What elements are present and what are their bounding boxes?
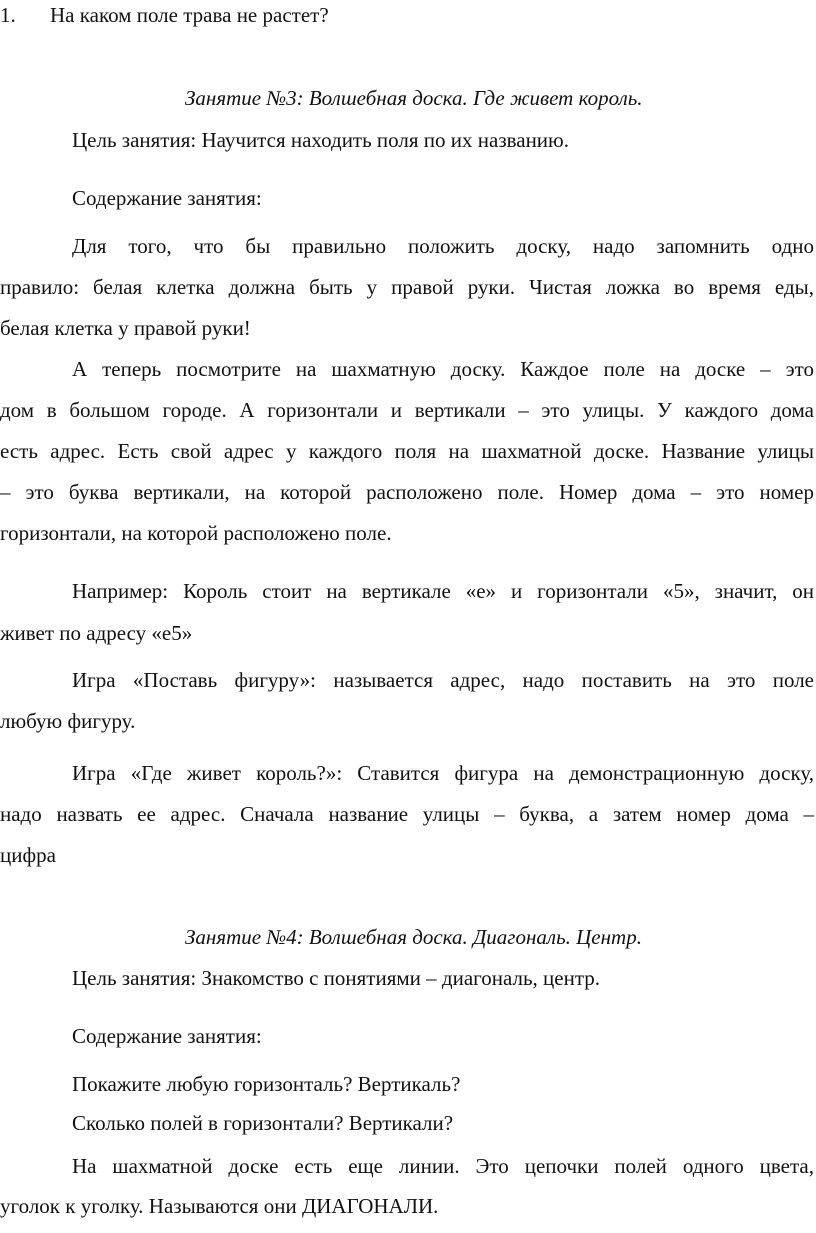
lesson3-p2-line2: дом в большом городе. А горизонтали и вертикали – это улицы. У каждого дома	[0, 398, 814, 422]
list-item-text: На каком поле трава не растет?	[50, 3, 329, 27]
lesson3-content-label: Содержание занятия:	[72, 186, 262, 210]
lesson3-p5-line3: цифра	[0, 843, 56, 867]
lesson3-p3-line1: Например: Король стоит на вертикале «е» и горизонтали «5», значит, он	[72, 579, 814, 603]
list-number: 1.	[0, 3, 16, 27]
lesson3-p3-line2: живет по адресу «е5»	[0, 621, 193, 645]
lesson3-p1-line3: белая клетка у правой руки!	[0, 316, 251, 340]
lesson3-p1-line1: Для того, что бы правильно положить доску, надо запомнить одно	[72, 234, 814, 258]
lesson3-p1-line2: правило: белая клетка должна быть у правой руки. Чистая ложка во время еды,	[0, 275, 814, 299]
lesson4-title: Занятие №4: Волшебная доска. Диагональ. Центр.	[185, 925, 642, 949]
lesson3-p2-line4: – это буква вертикали, на которой расположено поле. Номер дома – это номер	[0, 480, 814, 504]
lesson4-p1-line2: уголок к уголку. Называются они ДИАГОНАЛИ.	[0, 1194, 439, 1218]
lesson4-question-2: Сколько полей в горизонтали? Вертикали?	[72, 1111, 454, 1135]
lesson3-goal: Цель занятия: Научится находить поля по их названию.	[72, 128, 569, 152]
lesson3-title: Занятие №3: Волшебная доска. Где живет король.	[185, 86, 643, 110]
lesson4-content-label: Содержание занятия:	[72, 1024, 262, 1048]
lesson3-p2-line5: горизонтали, на которой расположено поле.	[0, 521, 392, 545]
lesson4-question-1: Покажите любую горизонталь? Вертикаль?	[72, 1072, 461, 1096]
lesson4-p1-line1: На шахматной доске есть еще линии. Это цепочки полей одного цвета,	[72, 1154, 814, 1178]
lesson3-p5-line2: надо назвать ее адрес. Сначала название улицы – буква, а затем номер дома –	[0, 802, 814, 826]
lesson3-p4-line2: любую фигуру.	[0, 709, 136, 733]
lesson4-goal: Цель занятия: Знакомство с понятиями – диагональ, центр.	[72, 966, 601, 990]
lesson3-p2-line3: есть адрес. Есть свой адрес у каждого поля на шахматной доске. Название улицы	[0, 439, 814, 463]
lesson3-p4-line1: Игра «Поставь фигуру»: называется адрес, надо поставить на это поле	[72, 668, 814, 692]
lesson3-p2-line1: А теперь посмотрите на шахматную доску. Каждое поле на доске – это	[72, 357, 814, 381]
lesson3-p5-line1: Игра «Где живет король?»: Ставится фигура на демонстрационную доску,	[72, 761, 814, 785]
